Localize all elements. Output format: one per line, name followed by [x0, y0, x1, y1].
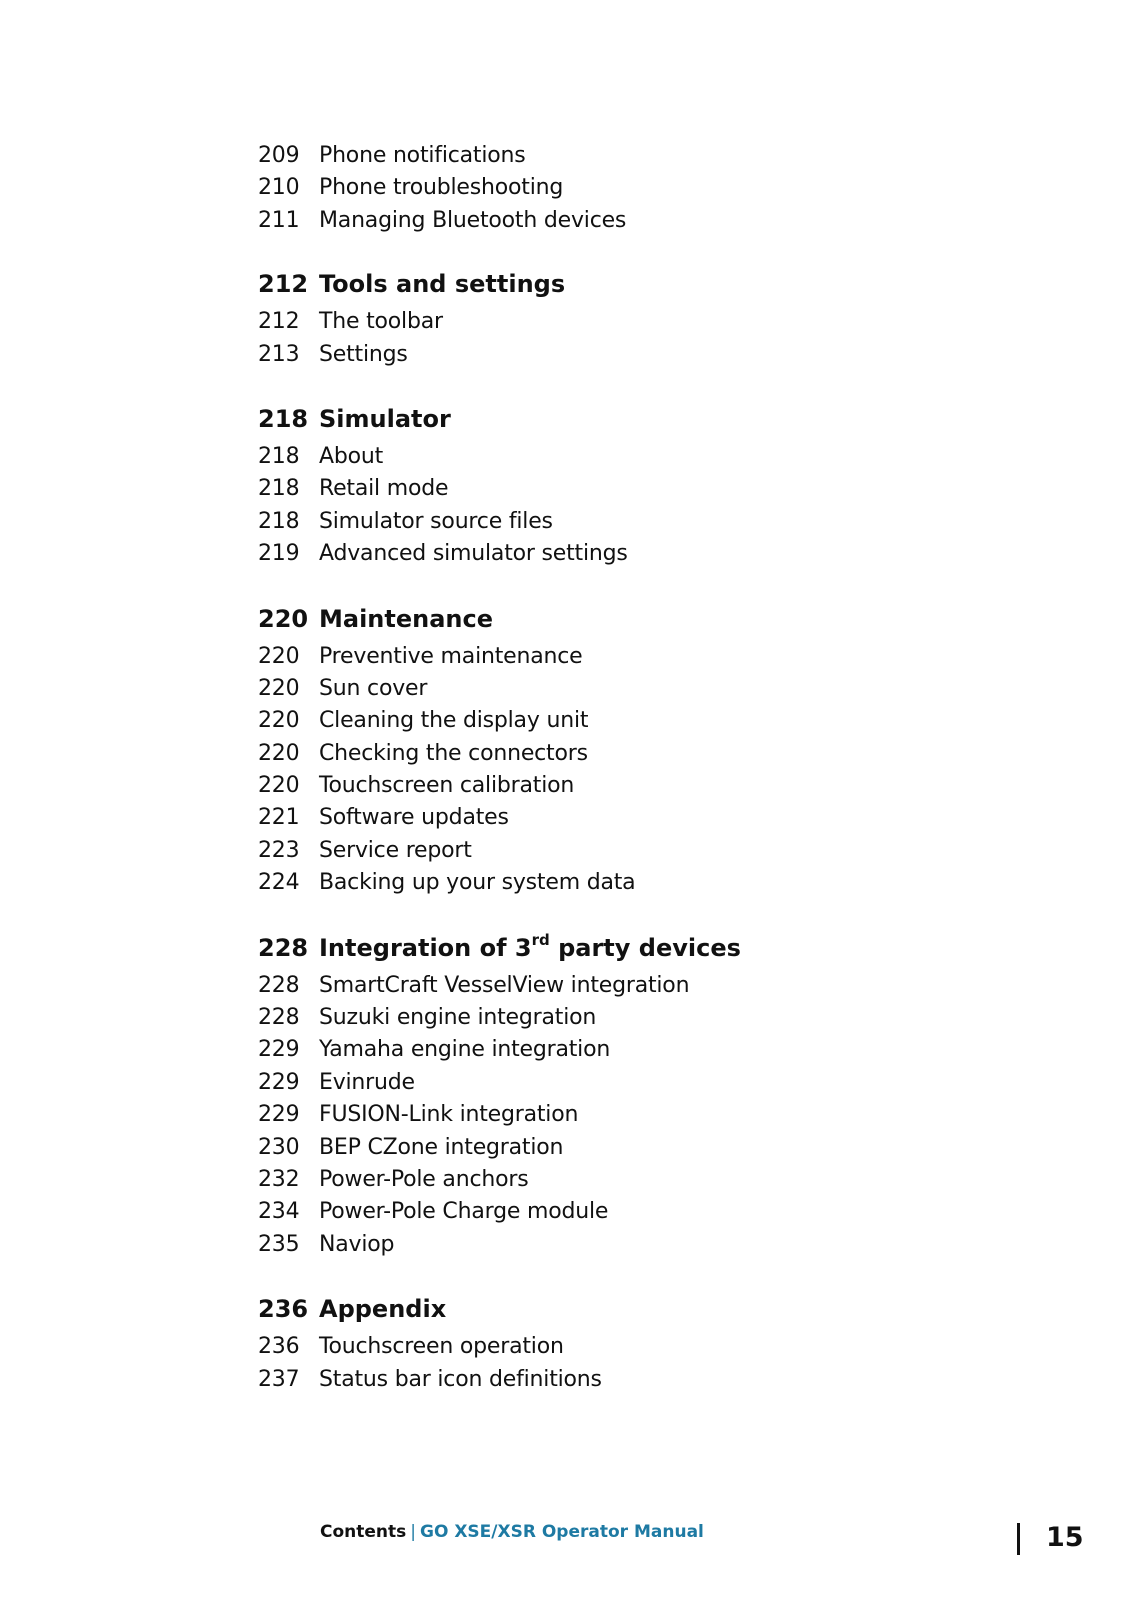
toc-heading-title-after: party devices — [549, 933, 741, 962]
toc-entry[interactable] — [258, 1164, 1018, 1196]
toc-heading-page: 212 — [258, 270, 309, 299]
toc-entry-page: 213 — [258, 341, 300, 367]
toc-entry-page: 237 — [258, 1366, 300, 1392]
toc-heading-title — [319, 932, 741, 964]
toc-entry-title: Phone troubleshooting — [319, 175, 564, 201]
toc-section-appendix — [258, 1293, 1018, 1396]
footer-section-label: Contents — [320, 1522, 407, 1542]
toc-entry[interactable] — [258, 1364, 1018, 1396]
toc-section-tools-and-settings — [258, 268, 1018, 371]
toc-entry-page: 210 — [258, 175, 300, 201]
page-number-divider — [1017, 1523, 1020, 1555]
toc-entry-page: 234 — [258, 1199, 300, 1225]
toc-entry[interactable] — [258, 770, 1018, 802]
toc-entry-title: Simulator source files — [319, 508, 553, 534]
toc-heading[interactable] — [258, 603, 1018, 641]
toc-entry[interactable] — [258, 1229, 1018, 1261]
toc-entry-page: 230 — [258, 1134, 300, 1160]
toc-heading[interactable] — [258, 1293, 1018, 1331]
toc-heading[interactable] — [258, 403, 1018, 441]
toc-entry[interactable] — [258, 802, 1018, 834]
toc-entry[interactable] — [258, 339, 1018, 371]
toc-entry-title: Power-Pole Charge module — [319, 1199, 609, 1225]
toc-entry-page: 228 — [258, 1005, 300, 1031]
toc-heading-title: Appendix — [319, 1295, 447, 1324]
toc-entry-page: 212 — [258, 309, 300, 335]
toc-entry-title: Service report — [319, 837, 472, 863]
toc-entry[interactable] — [258, 306, 1018, 338]
toc-entry-page: 220 — [258, 675, 300, 701]
toc-entry-page: 220 — [258, 708, 300, 734]
toc-entry-title: Preventive maintenance — [319, 643, 583, 669]
toc-heading[interactable] — [258, 268, 1018, 306]
toc-entry[interactable] — [258, 1067, 1018, 1099]
toc-entry-page: 220 — [258, 643, 300, 669]
toc-entry-title: Status bar icon definitions — [319, 1366, 602, 1392]
toc-entry-page: 220 — [258, 740, 300, 766]
toc-entry-page: 236 — [258, 1334, 300, 1360]
toc-entry-title: SmartCraft VesselView integration — [319, 972, 690, 998]
table-of-contents — [258, 140, 1018, 1428]
toc-entry[interactable] — [258, 441, 1018, 473]
toc-entry-page: 229 — [258, 1069, 300, 1095]
toc-entry-title: Touchscreen operation — [319, 1334, 564, 1360]
toc-heading-title: Maintenance — [319, 604, 494, 633]
toc-entry-title: About — [319, 443, 384, 469]
toc-heading-title: Tools and settings — [319, 270, 566, 299]
toc-entry-page: 221 — [258, 805, 300, 831]
toc-section-integration — [258, 932, 1018, 1262]
toc-entry-title: Checking the connectors — [319, 740, 588, 766]
page-number: 15 — [1046, 1522, 1084, 1553]
toc-entry-title: Suzuki engine integration — [319, 1005, 597, 1031]
toc-heading-title-superscript: rd — [531, 930, 550, 949]
toc-heading-title: Simulator — [319, 404, 451, 433]
toc-entry-title: Power-Pole anchors — [319, 1166, 529, 1192]
toc-section-maintenance — [258, 603, 1018, 900]
toc-entry-page: 218 — [258, 443, 300, 469]
toc-entry-page: 219 — [258, 541, 300, 567]
toc-entry-page: 218 — [258, 476, 300, 502]
toc-entry-page: 224 — [258, 870, 300, 896]
toc-entry-page: 223 — [258, 837, 300, 863]
toc-entry-title: The toolbar — [319, 309, 443, 335]
toc-entry-title: FUSION-Link integration — [319, 1102, 579, 1128]
toc-entry-title: Cleaning the display unit — [319, 708, 589, 734]
toc-entry[interactable] — [258, 867, 1018, 899]
toc-entry-title: Touchscreen calibration — [319, 773, 575, 799]
toc-entry[interactable] — [258, 1034, 1018, 1066]
toc-entry-title: Sun cover — [319, 675, 428, 701]
toc-entry[interactable] — [258, 140, 1018, 172]
toc-entry-title: Settings — [319, 341, 408, 367]
toc-entry[interactable] — [258, 506, 1018, 538]
toc-section — [258, 140, 1018, 237]
toc-entry[interactable] — [258, 473, 1018, 505]
toc-entry[interactable] — [258, 970, 1018, 1002]
toc-section-simulator — [258, 403, 1018, 571]
toc-entry-page: 235 — [258, 1231, 300, 1257]
toc-heading-page: 220 — [258, 604, 309, 633]
toc-entry[interactable] — [258, 1196, 1018, 1228]
toc-entry[interactable] — [258, 673, 1018, 705]
toc-entry[interactable] — [258, 835, 1018, 867]
toc-entry-page: 232 — [258, 1166, 300, 1192]
toc-entry[interactable] — [258, 538, 1018, 570]
toc-entry-page: 229 — [258, 1037, 300, 1063]
toc-entry[interactable] — [258, 1002, 1018, 1034]
toc-entry[interactable] — [258, 205, 1018, 237]
toc-entry-page: 209 — [258, 143, 300, 168]
toc-entry[interactable] — [258, 1099, 1018, 1131]
footer-manual-title: GO XSE/XSR Operator Manual — [420, 1522, 704, 1542]
footer-separator: | — [410, 1522, 416, 1542]
toc-entry-title: BEP CZone integration — [319, 1134, 564, 1160]
toc-heading[interactable] — [258, 932, 1018, 970]
toc-entry-title: Software updates — [319, 805, 509, 831]
toc-entry-page: 211 — [258, 207, 300, 233]
toc-heading-title-before: Integration of 3 — [319, 933, 532, 962]
toc-entry-title: Advanced simulator settings — [319, 541, 628, 567]
toc-entry-title: Phone notifications — [319, 143, 526, 168]
toc-entry-title: Yamaha engine integration — [319, 1037, 611, 1063]
page-footer — [320, 1520, 704, 1544]
toc-heading-page: 218 — [258, 404, 309, 433]
toc-entry-page: 218 — [258, 508, 300, 534]
toc-heading-page: 228 — [258, 933, 309, 962]
toc-entry-title: Naviop — [319, 1231, 395, 1257]
toc-entry[interactable] — [258, 738, 1018, 770]
toc-entry-page: 220 — [258, 773, 300, 799]
toc-entry-page: 228 — [258, 972, 300, 998]
toc-entry[interactable] — [258, 641, 1018, 673]
toc-entry[interactable] — [258, 1331, 1018, 1363]
toc-entry[interactable] — [258, 1132, 1018, 1164]
toc-entry-title: Managing Bluetooth devices — [319, 207, 627, 233]
toc-entry[interactable] — [258, 705, 1018, 737]
toc-entry-title: Retail mode — [319, 476, 449, 502]
toc-entry-page: 229 — [258, 1102, 300, 1128]
toc-entry-title: Evinrude — [319, 1069, 415, 1095]
toc-entry-title: Backing up your system data — [319, 870, 636, 896]
toc-entry[interactable] — [258, 172, 1018, 204]
toc-heading-page: 236 — [258, 1295, 309, 1324]
